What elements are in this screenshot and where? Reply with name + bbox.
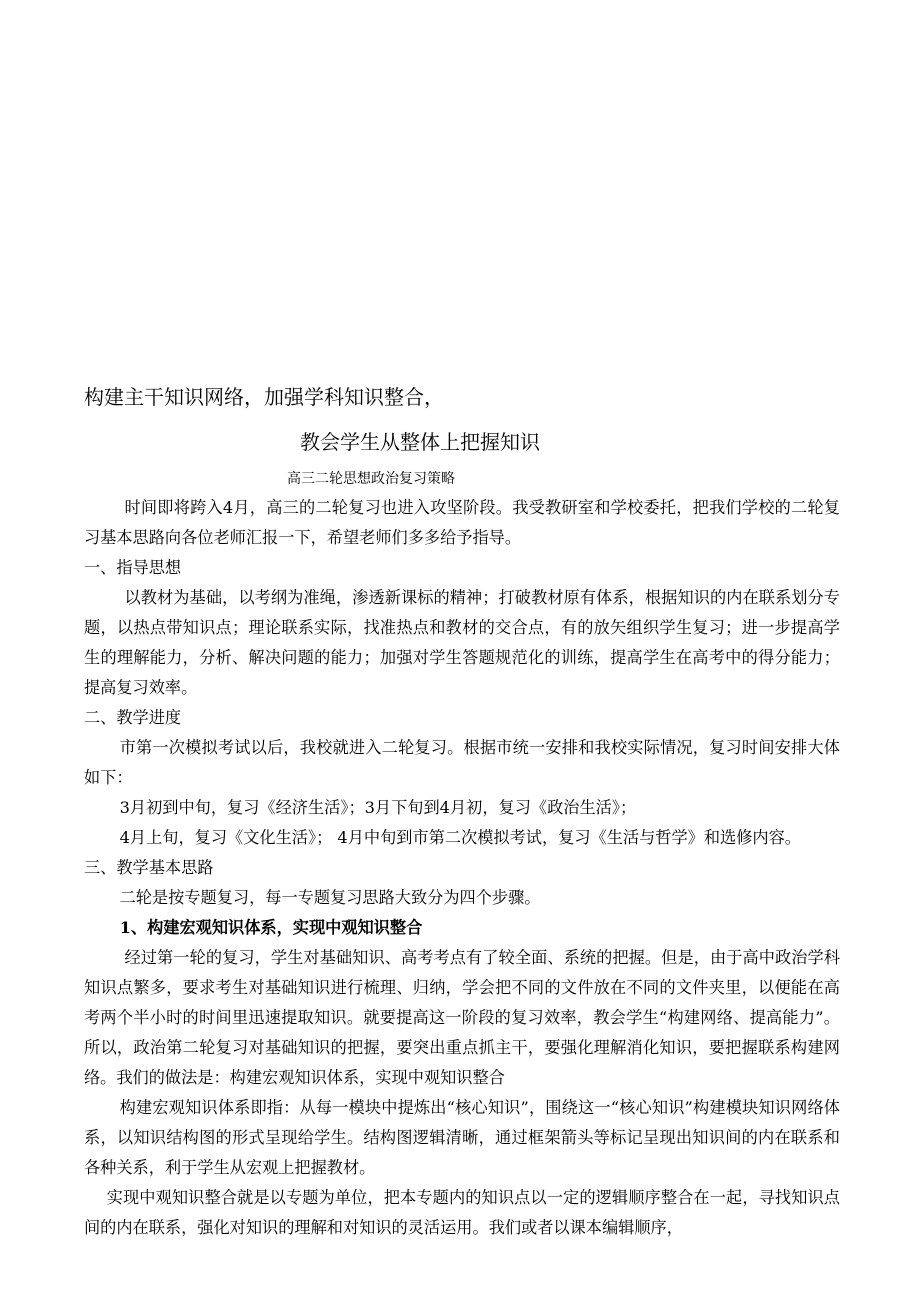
intro-paragraph: 时间即将跨入4月，高三的二轮复习也进入攻坚阶段。我受教研室和学校委托，把我们学校的二轮复习基本思路向各位老师汇报一下，希望老师们多多给予指导。	[84, 498, 840, 547]
document-body	[84, 493, 840, 1243]
section2-heading: 二、教学进度	[84, 708, 182, 727]
section2-paragraph: 市第一次模拟考试以后，我校就进入二轮复习。根据市统一安排和我校实际情况，复习时间安排大体如下：	[84, 738, 840, 787]
step1-paragraph3: 实现中观知识整合就是以专题为单位，把本专题内的知识点以一定的逻辑顺序整合在一起，寻找知识点间的内在联系，强化对知识的理解和对知识的灵活运用。我们或者以课本编辑顺序，	[84, 1188, 840, 1237]
section3-paragraph: 二轮是按专题复习，每一专题复习思路大致分为四个步骤。	[119, 888, 541, 907]
step1-paragraph2: 构建宏观知识体系即指：从每一模块中提炼出“核心知识”，围绕这一“核心知识”构建模块知识网络体系，以知识结构图的形式呈现给学生。结构图逻辑清晰，通过框架箭头等标记呈现出知识间的内在联系和各种关系，利于学生从宏观上把握教材。	[84, 1098, 840, 1177]
section1-paragraph: 以教材为基础，以考纲为准绳，渗透新课标的精神；打破教材原有体系，根据知识的内在联系划分专题，以热点带知识点；理论联系实际，找准热点和教材的交合点，有的放矢组织学生复习；进一步提高学生的理解能力，分析、解决问题的能力；加强对学生答题规范化的训练，提高学生在高考中的得分能力；提高复习效率。	[84, 588, 840, 697]
section2-schedule-item1: 3月初到中旬，复习《经济生活》；3月下旬到4月初，复习《政治生活》；	[119, 798, 637, 817]
section3-heading: 三、教学基本思路	[84, 858, 214, 877]
step1-paragraph1: 经过第一轮的复习，学生对基础知识、高考考点有了较全面、系统的把握。但是，由于高中政治学科知识点繁多，要求考生对基础知识进行梳理、归纳，学会把不同的文件放在不同的文件夹里，以便能在高考两个半小时的时间里迅速提取知识。就要提高这一阶段的复习效率，教会学生“构建网络、提高能力”。所以，政治第二轮复习对基础知识的把握，要突出重点抓主干，要强化理解消化知识，要把握联系构建网络。我们的做法是：构建宏观知识体系，实现中观知识整合	[84, 948, 840, 1087]
document-subtitle: 高三二轮思想政治复习策略	[287, 471, 455, 487]
section2-schedule-item2: 4月上旬，复习《文化生活》； 4月中旬到市第二次模拟考试，复习《生活与哲学》和选修内容。	[119, 828, 801, 847]
document-title-line1: 构建主干知识网络，加强学科知识整合，	[84, 385, 444, 409]
step1-heading: 1、构建宏观知识体系，实现中观知识整合	[119, 918, 423, 937]
document-title-line2: 教会学生从整体上把握知识	[300, 430, 540, 454]
section1-heading: 一、指导思想	[84, 558, 182, 577]
